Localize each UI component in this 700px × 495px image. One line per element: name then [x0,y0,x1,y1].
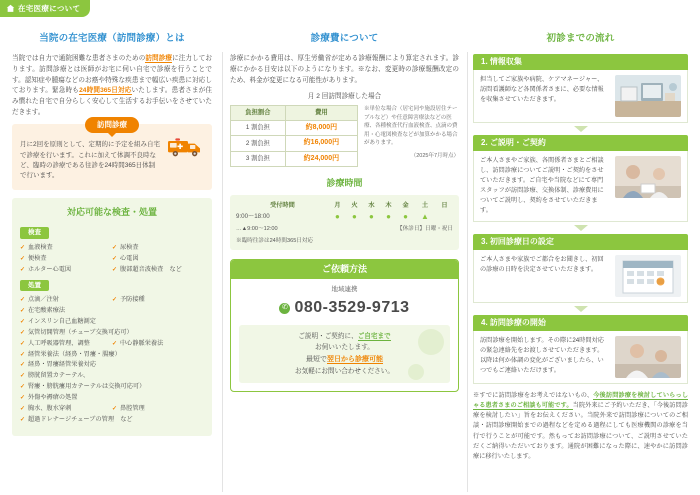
hours-row-label: 9:00〜18:00 [236,212,270,220]
table-row [231,151,358,167]
col2-title: 診療費について [310,33,379,44]
flow-step-4-body [473,331,688,384]
table-row [236,211,453,222]
col2-paragraph: 診療にかかる費用は、厚生労働省が定める診療報酬により算定されます。診療にかかる目安は以下のようになります。※なお、変更時の診療報酬改定のため、料金が変更になる可能性があります。 [230,55,459,84]
list-item: ✓ 便検査 [20,254,112,265]
section-tab-label: 在宅医療について [18,4,81,13]
fee-cell: 約16,000円 [285,136,357,152]
flow-step-3-title: 初回診療日の設定 [489,236,554,246]
flow-step-2-no: 2. [481,138,488,148]
list-item: ✓ 心電図 [112,254,204,265]
list-item: ✓ 腹部超音波検査 など [112,265,204,276]
procedures-box [12,198,212,436]
ambulance-icon [166,134,206,160]
flow-step-2-text: ご本人さまやご家族、各関係者さまとご相談し、訪問診療についてご説明・ご契約をさせていただきます。ご自宅や当院などにて専門スタッフが訪問診療、交換体制、診療費用についてご説明し、契約をさせていただきます。 [480,157,604,214]
list-item: ✓ 胸水、腹水穿刺 [20,404,112,415]
fee-note [364,105,459,160]
fee-area [230,105,459,167]
hours-header: 土 [421,201,429,209]
flow-step-4-no: 4. [481,317,488,327]
flow-arrow-2 [574,225,588,231]
list-item: ✓ 点滴／注射 [20,295,112,306]
fee-cell: 約24,000円 [285,151,357,167]
request-line-2: お伺いいたします。 [315,344,374,352]
col3-title: 初診までの流れ [546,33,615,44]
flow-step-1-no: 1. [481,57,488,67]
fee-cell: 約8,000円 [285,120,357,136]
homevisit-band [12,120,212,190]
home-icon [6,4,15,13]
section-tab [0,0,90,17]
request-line-4: お気軽にお問い合わせください。 [295,367,394,375]
col1-title: 当院の在宅医療（訪問診療）とは [39,33,185,44]
list-item: ✓ 在宅酸素療法 [20,306,112,317]
request-message [239,325,450,383]
hours-note-a: …▲9:00〜12:00 [236,226,278,233]
flow-step-4-text: 訪問診療を開始します。その際に24時間対応の緊急連絡先をお渡しさせていただきます。以降は何か体調の変化がございましたら、いつでもご連絡いただけます。 [480,336,604,374]
flow-note [473,391,688,463]
fee-cell: 2 割負担 [231,136,286,152]
flow-arrow-1 [574,126,588,132]
flow-step-3-body [473,250,688,303]
request-box [230,259,459,392]
request-subtitle: 地域連携 [331,286,358,294]
hours-cell: ▲ [420,211,429,221]
highlight-247: 24時間365日対応 [79,87,132,95]
procedures-title: 対応可能な検査・処置 [66,206,157,217]
decoration-blob [408,364,424,380]
hours-cell: ● [334,211,340,221]
hours-cell: ● [386,211,391,221]
phone-icon: ✆ [279,303,290,314]
hours-header: 木 [385,201,392,209]
flow-step-4 [473,315,688,384]
hours-box [230,195,459,250]
consultation-photo [615,156,681,198]
list-item: ✓ 腎瘻・膀胱瘻用カテーテルは交換可応可） [20,382,204,393]
hours-footnotes [236,225,453,233]
request-hl-1: ご自宅まで [357,333,391,341]
list-item: ✓ 中心静脈栄養法 [112,339,204,350]
hours-cell: ● [352,211,357,221]
list-item: ✓ 鼻腔管理 [112,404,204,415]
hours-header: 金 [402,201,409,209]
flow-step-1-body [473,70,688,123]
flow-step-1-text: 担当してご家族や病院、ケアマネージャー、訪問看護師など各関係者さまに、必要な情報を収集させていただきます。 [480,76,604,104]
list-item: ✓ 気管切開管理（チューブ交換可応可） [20,328,204,339]
highlight-homevisit: 訪問診療 [145,55,173,63]
home-visit-photo [615,336,681,378]
flow-step-1-head [473,54,688,70]
homevisit-band-text: 月に2回を原則として、定期的に予定を組み自宅で診療を行います。これに加えて体調不良時など、臨時の診療である往診を24時間365日体制で行います。 [20,141,160,180]
treatment-list [20,295,204,425]
flow-step-1 [473,54,688,123]
hours-cell [436,211,453,222]
hours-footnote2-wrap [236,237,453,245]
homevisit-band-title: 訪問診療 [85,117,139,132]
request-line-1: ご説明・ご契約に、ご自宅まで [298,333,391,341]
column-flow [467,22,700,495]
hours-note-c: ※臨時往診は24時間365日対応 [236,237,314,244]
hours-table [236,200,453,223]
list-item: ✓ 超過ドレナージチューブの管理 など [20,415,204,426]
hours-header: 月 [334,201,341,209]
list-item: ✓ 尿検査 [112,243,204,254]
list-item: ✓ 経鼻・胃瘻経管栄養対応 [20,360,204,371]
columns-wrapper [0,22,700,495]
list-item: ✓ 予防接種 [112,295,204,306]
column-home-care [0,22,222,495]
flow-note-highlight: 今後訪問診療を検討していらっしゃる患者さまのご相談も可能です。 [473,391,689,410]
hours-note-b: 【休診日】日曜・祝日 [397,226,453,233]
request-hl-2: 翌日から診療可能 [327,355,383,363]
hours-title: 診療時間 [326,178,363,189]
list-item: ✓ 膀胱留置カテーテル、 [20,371,204,382]
fee-note-date: （2025年7月時点） [410,152,459,159]
hours-header: 火 [351,201,358,209]
col1-paragraph: 当院では自力で通院困難な患者さまのための訪問診療に注力しております。訪問診療とは医師がお宅に伺い自宅で診療を行うことです。認知症や腫瘍などのお癌や特殊な疾患まで幅広い疾患に対応しております。緊急時も24時間365日対応いたします。患者さまが住み慣れた自宅で自分らしく安心して生活するお手伝いをさせていただきます。 [12,55,213,116]
fee-table [230,105,358,167]
hours-cell: ● [369,211,374,221]
flow-step-2-title: ご説明・ご契約 [489,138,546,148]
hours-header: 水 [368,201,375,209]
list-item: ✓ インスリン自己血糖測定 [20,317,204,328]
calendar-photo [615,255,681,297]
request-title: ご依頼方法 [231,260,458,280]
fee-col-header: 費用 [285,106,357,120]
fee-col-header: 負担割合 [231,106,286,120]
flow-arrow-3 [574,306,588,312]
list-item: ✓ 人工呼吸器管理、調整 [20,339,112,350]
flow-step-4-head [473,315,688,331]
exam-list [20,243,204,276]
phone-number[interactable]: 080-3529-9713 [294,299,410,317]
fee-note-text: ※単位な場合（居宅同や施設居住テーブルなど）や任意障害療法などの医療、各種検査代行血液検査、点滴の費用・心電図検査などが加算かかる場合があります。 [364,106,458,147]
table-row [231,120,358,136]
column-fees [222,22,467,495]
request-line-3: 最短で翌日から診療可能 [306,355,383,363]
flow-step-2-head [473,135,688,151]
fee-cell: 1 割負担 [231,120,286,136]
hours-header: 受付時間 [270,201,295,209]
office-desk-photo [615,75,681,117]
fee-caption: 月 2 回訪問診療した場合 [307,93,382,101]
flow-step-2-body [473,151,688,222]
list-item: ✓ 経管栄養法（経鼻・胃瘻・腸瘻） [20,350,204,361]
table-row [231,136,358,152]
flow-step-1-title: 情報収集 [489,57,522,67]
hours-header: 日 [441,201,448,209]
flow-step-3-text: ご本人さまや家族でご都合をお聞きし、初回の診療の日時を決定させていただきます。 [480,255,604,273]
flow-note-text: ※すでに訪問診療をお考えではないもの、今後訪問診療を検討していらっしゃる患者さまのご相談も可能です。当院外来にご予約いただき、「今後訪問診療を検討したい」旨をお伝えください。当院外来で訪問診療についてのご相談・訪問診療開始までの過程などを定める過程にしても医療機関の診療を当行で行うことが可能です。然もってお訪問診療について、ご説明させていただくご納得いただいております。通院が困難になった際に、速やかに訪問診療に移行いたします。 [473,391,689,461]
list-item: ✓ 血液検査 [20,243,112,254]
phone-row[interactable] [239,296,450,320]
list-item: ✓ ホルター心電図 [20,265,112,276]
hours-cell: ● [403,211,408,221]
list-item: ✓ 外傷や褥瘡の処置 [20,393,204,404]
request-body [231,279,458,390]
flow-step-3 [473,234,688,303]
flow-step-3-head [473,234,688,250]
flow-step-4-title: 訪問診療の開始 [489,317,546,327]
group-label-treatment: 処置 [20,280,49,292]
flow-step-3-no: 3. [481,236,488,246]
fee-cell: 3 割負担 [231,151,286,167]
group-label-exam: 検査 [20,227,49,239]
flow-step-2 [473,135,688,222]
